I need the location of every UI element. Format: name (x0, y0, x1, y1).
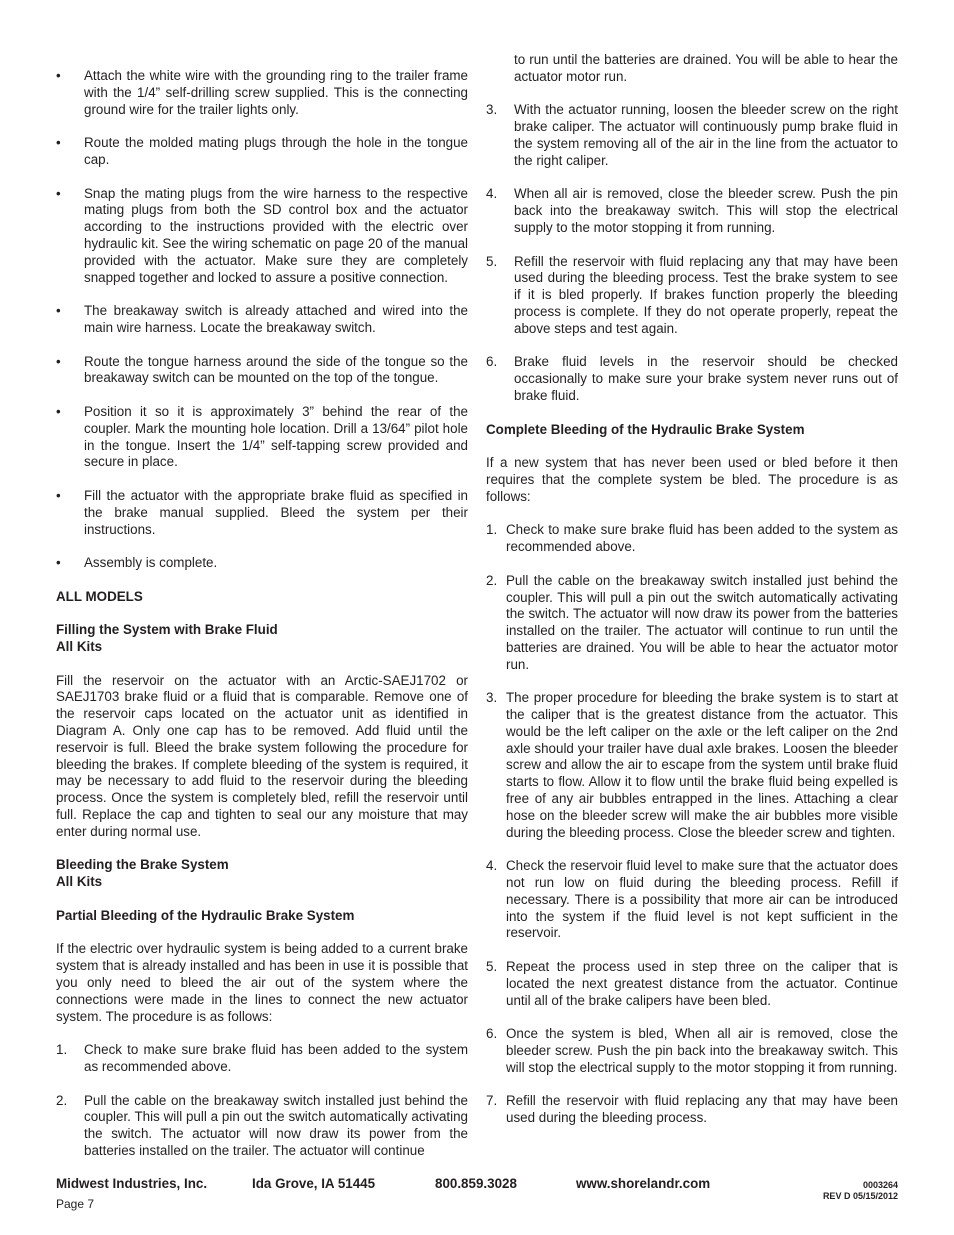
numbered-step: 3. The proper procedure for bleeding the brake system is to start at the caliper that is the greatest distance from the actuator. This would be the left caliper on the axle or the left caliper on the 2nd axle should your trailer have dual axle brakes. Loosen the bleeder screw and allow the air to escape from the system until brake fluid starts to flow. Allow it to flow until the brake fluid being expelled is free of any air bubbles entrapped in the lines. Attaching a clear hose on the bleeder screw will make the air bubbles more visible during the bleeding process. Close the bleeder screw and tighten. (486, 690, 898, 840)
left-column (56, 52, 468, 1177)
numbered-step: 4. Check the reservoir fluid level to make sure that the actuator does not run low on fluid during the bleeding process. Refill if necessary. There is a possibility that more air can be introduced into the system if the fluid level is not kept sufficient in the reservoir. (486, 858, 898, 941)
complete-bleeding-heading: Complete Bleeding of the Hydraulic Brake System (486, 421, 805, 437)
all-models-heading: ALL MODELS (56, 588, 143, 604)
numbered-step: 6. Once the system is bled, When all air is removed, close the bleeder screw. Push the pin back into the breakaway switch. This will stop the electrical supply to the motor stopping it from running. (486, 1026, 898, 1075)
doc-number: 0003264 (862, 1180, 898, 1190)
bullet-item: • Assembly is complete. (56, 555, 218, 571)
numbered-step: 7. Refill the reservoir with fluid replacing any that may have been used during the bleeding process. (486, 1093, 898, 1126)
bullet-item: • Position it so it is approximately 3” behind the rear of the coupler. Mark the mounting hole location. Drill a 13/64” pilot hole in the tongue. Insert the 1/4” self-tapping screw provided and secure in place. (56, 403, 468, 470)
numbered-step: 5. Repeat the process used in step three on the caliper that is located the next greatest distance from the actuator. Continue until all of the brake calipers have been bled. (486, 959, 898, 1008)
numbered-step: 4. When all air is removed, close the bleeder screw. Push the pin back into the breakaway switch. This will stop the electrical supply to the motor stopping it from running. (486, 186, 898, 235)
bullet-item: • Route the tongue harness around the side of the tongue so the breakaway switch can be mounted on the top of the tongue. (56, 353, 468, 386)
continued-step: to run until the batteries are drained. You will be able to hear the actuator motor run. (514, 52, 898, 84)
partial-bleeding-paragraph: If the electric over hydraulic system is being added to a current brake system that is already installed and has been in use it is possible that you only need to bleed the air out of the system where the connections were made in the lines to connect the new actuator system. The procedure is as follows: (56, 941, 468, 1024)
complete-bleeding-paragraph: If a new system that has never been used or bled before it then requires that the complete system be bled. The procedure is as follows: (486, 455, 898, 504)
numbered-step: 1. Check to make sure brake fluid has been added to the system as recommended above. (486, 522, 898, 555)
page-number: Page 7 (56, 1197, 95, 1211)
filling-paragraph: Fill the reservoir on the actuator with an Arctic-SAEJ1702 or SAEJ1703 brake fluid or a fluid that is comparable. Remove one of the reservoir caps located on the actuator unit as identified in Diagram A. Only one cap has to be removed. Add fluid until the reservoir is full. Bleed the brake system following the procedure for bleeding the brakes. If complete bleeding of the system is required, it may be necessary to add fluid to the reservoir during the bleeding process. Once the system is completely bled, refill the reservoir until full. Replace the cap and tighten to seal our any moisture that may enter during normal use. (56, 672, 468, 839)
footer-doc-info (823, 1180, 898, 1202)
numbered-step: 2. Pull the cable on the breakaway switch installed just behind the coupler. This will pull a pin out the switch automatically activating the switch. The actuator will now draw its power from the batteries installed on the trailer. The actuator will continue (56, 1092, 468, 1158)
right-column (486, 52, 898, 1144)
bullet-item: • Attach the white wire with the grounding ring to the trailer frame with the 1/4” self-drilling screw supplied. This is the connecting ground wire for the trailer lights only. (56, 68, 468, 117)
bullet-item: • Snap the mating plugs from the wire harness to the respective mating plugs from both the SD control box and the actuator according to the instructions provided with the electric over hydraulic kit. See the wiring schematic on page 20 of the manual provided with the actuator. Make sure they are completely snapped together and locked to assure a positive connection. (56, 185, 468, 285)
partial-bleeding-heading: Partial Bleeding of the Hydraulic Brake System (56, 907, 355, 923)
bleeding-heading: Bleeding the Brake System All Kits (56, 857, 229, 890)
footer-company: Midwest Industries, Inc. (56, 1176, 208, 1191)
footer-website[interactable]: www.shorelandr.com (576, 1176, 711, 1191)
numbered-step: 3. With the actuator running, loosen the bleeder screw on the right brake caliper. The actuator will continuously pump brake fluid in the system removing all of the air in the line from the actuator to the right caliper. (486, 102, 898, 168)
filling-heading: Filling the System with Brake Fluid All Kits (56, 622, 278, 655)
bullet-item: • Fill the actuator with the appropriate brake fluid as specified in the brake manual supplied. Bleed the system per their instructions. (56, 487, 468, 537)
numbered-step: 1. Check to make sure brake fluid has been added to the system as recommended above. (56, 1042, 468, 1075)
numbered-step: 2. Pull the cable on the breakaway switch installed just behind the coupler. This will pull a pin out the switch automatically activating the switch. The actuator will now draw its power from the batteries installed on the trailer. The actuator will continue to run until the batteries are drained. You will be able to hear the actuator motor run. (486, 572, 898, 672)
numbered-step: 6. Brake fluid levels in the reservoir should be checked occasionally to make sure your brake system never runs out of brake fluid. (486, 354, 898, 403)
footer-phone: 800.859.3028 (435, 1176, 517, 1191)
bullet-item: • The breakaway switch is already attached and wired into the main wire harness. Locate the breakaway switch. (56, 303, 468, 335)
footer-city: Ida Grove, IA 51445 (252, 1176, 376, 1191)
revision: REV D 05/15/2012 (822, 1191, 898, 1201)
bullet-item: • Route the molded mating plugs through the hole in the tongue cap. (56, 135, 468, 167)
numbered-step: 5. Refill the reservoir with fluid replacing any that may have been used during the bleeding process. Test the brake system to see if it is bled properly. If brakes function properly the bleeding process is complete. If they do not operate properly, repeat the above steps and test again. (486, 253, 898, 336)
